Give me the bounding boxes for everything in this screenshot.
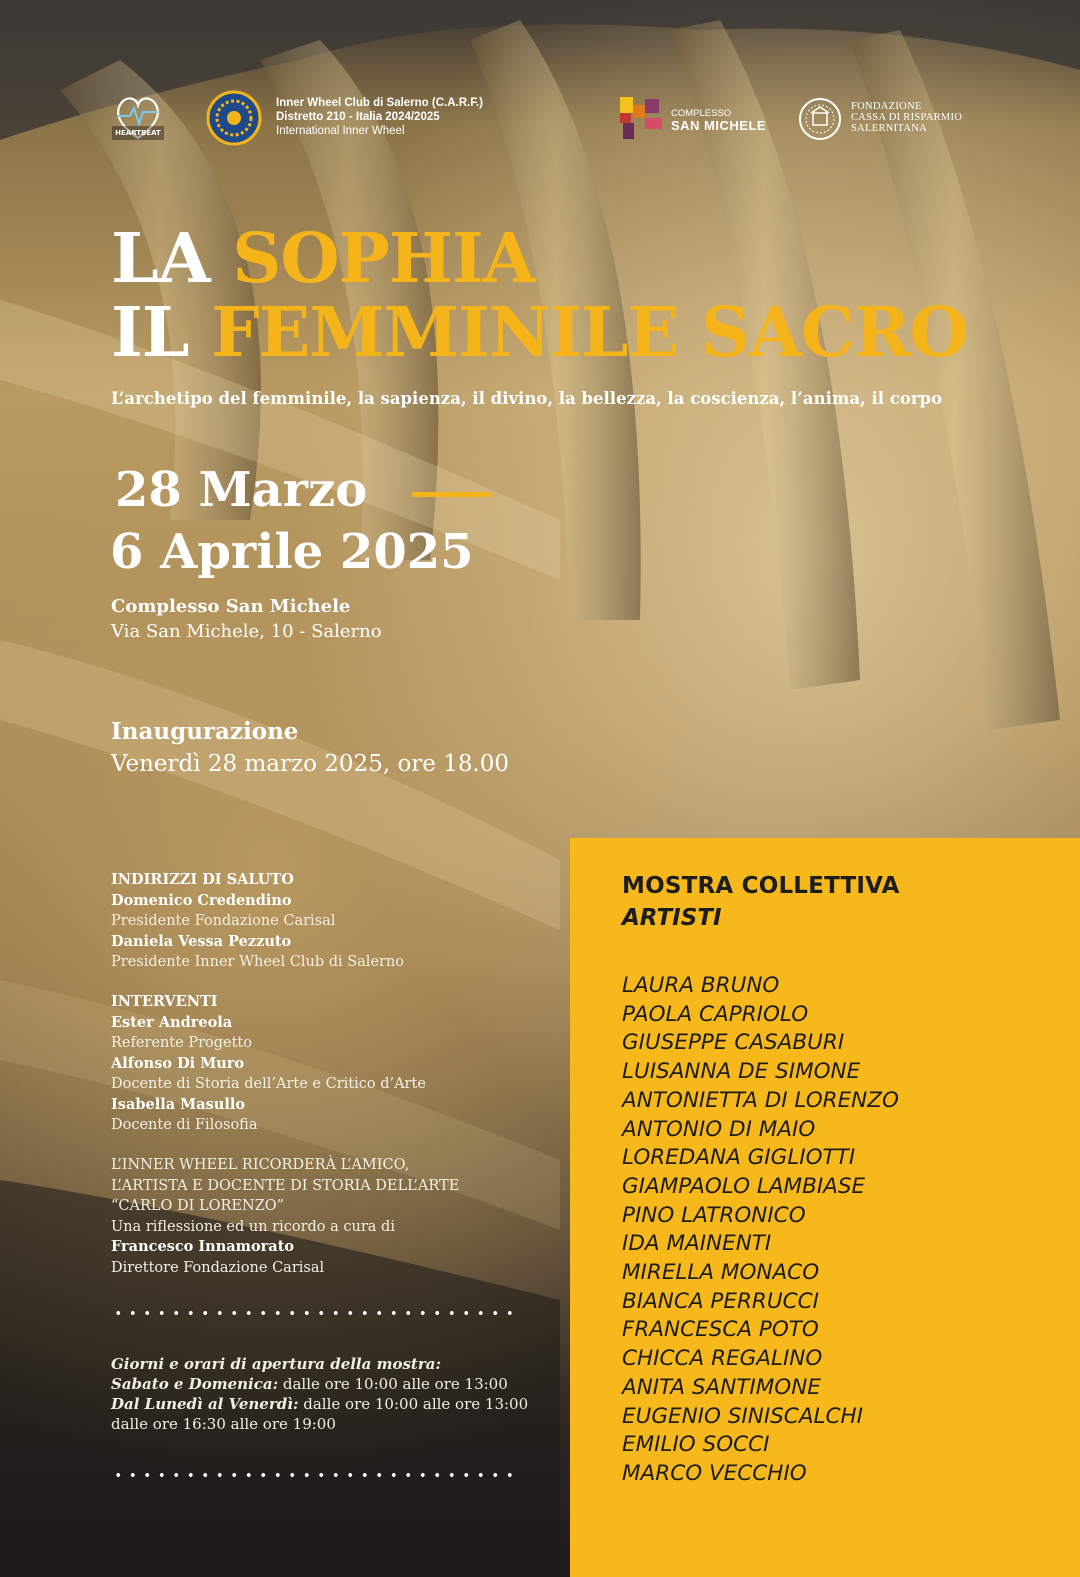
artist-name: EMILIO SOCCI	[622, 1432, 770, 1458]
artist-name: PAOLA CAPRIOLO	[622, 1001, 809, 1027]
artist-name: FRANCESCA POTO	[622, 1317, 819, 1343]
saluti-role: Presidente Fondazione Carisal	[111, 913, 336, 929]
mostra-subtitle: ARTISTI	[622, 905, 722, 931]
artist-name: IDA MAINENTI	[622, 1231, 772, 1257]
saluti-role: Presidente Inner Wheel Club di Salerno	[111, 954, 405, 970]
svg-text:HEARTBEAT: HEARTBEAT	[115, 129, 161, 137]
inauguration-when: Venerdì 28 marzo 2025, ore 18.00	[111, 751, 510, 777]
interventi-role: Docente di Storia dell’Arte e Critico d’Arte	[111, 1076, 426, 1092]
venue-name: Complesso San Michele	[111, 596, 351, 617]
artist-name: GIAMPAOLO LAMBIASE	[622, 1173, 866, 1199]
fondazione-seal-icon	[798, 97, 842, 141]
weekend-hours: dalle ore 10:00 alle ore 13:00	[278, 1375, 508, 1393]
inner-wheel-emblem-icon	[206, 90, 262, 146]
title-sophia: SOPHIA	[232, 219, 535, 299]
artist-name: ANTONIO DI MAIO	[622, 1116, 816, 1142]
artist-name: GIUSEPPE CASABURI	[622, 1030, 845, 1056]
ricordo-section	[111, 1155, 459, 1278]
ricordo-name: Francesco Innamorato	[111, 1238, 295, 1255]
inner-wheel-line3: International Inner Wheel	[276, 125, 405, 137]
title-femminile-sacro: FEMMINILE SACRO	[211, 293, 968, 373]
ricordo-line2: L’ARTISTA E DOCENTE DI STORIA DELL’ARTE	[111, 1177, 460, 1194]
interventi-role: Docente di Filosofia	[111, 1117, 258, 1133]
inner-wheel-line1: Inner Wheel Club di Salerno (C.A.R.F.)	[276, 97, 484, 109]
san-michele-line2: SAN MICHELE	[671, 118, 767, 133]
dotted-divider	[111, 1473, 521, 1477]
fondazione-text	[851, 101, 962, 134]
artist-name: ANITA SANTIMONE	[622, 1374, 821, 1400]
exhibition-subtitle: L’archetipo del femminile, la sapienza, il divino, la bellezza, la coscienza, l’anima, il corpo	[111, 389, 943, 408]
inauguration-title: Inaugurazione	[111, 718, 299, 745]
heartbeat-logo	[110, 88, 166, 144]
artist-name: LAURA BRUNO	[622, 973, 780, 998]
title-la: LA	[111, 219, 233, 299]
date-start: 28 Marzo	[115, 462, 368, 518]
interventi-heading: INTERVENTI	[111, 993, 218, 1010]
interventi-name: Ester Andreola	[111, 1013, 233, 1031]
san-michele-logo-icon	[620, 97, 664, 139]
fondazione-line2: CASSA DI RISPARMIO	[851, 112, 963, 123]
title-il: IL	[111, 293, 212, 373]
weekday-label: Dal Lunedì al Venerdì:	[111, 1395, 299, 1413]
artist-name: CHICCA REGALINO	[622, 1346, 823, 1372]
fondazione-line1: FONDAZIONE	[851, 101, 922, 112]
saluti-name: Domenico Credendino	[111, 891, 292, 909]
ricordo-line3: “CARLO DI LORENZO”	[111, 1198, 285, 1214]
hours-heading: Giorni e orari di apertura della mostra:	[111, 1355, 441, 1373]
opening-hours	[111, 1354, 528, 1434]
interventi-role: Referente Progetto	[111, 1035, 252, 1051]
ricordo-role: Direttore Fondazione Carisal	[111, 1259, 325, 1276]
saluti-section	[111, 870, 404, 973]
saluti-name: Daniela Vessa Pezzuto	[111, 932, 292, 950]
artist-name: EUGENIO SINISCALCHI	[622, 1403, 864, 1429]
interventi-section	[111, 992, 426, 1136]
san-michele-text	[671, 108, 766, 132]
artist-name: BIANCA PERRUCCI	[622, 1288, 819, 1314]
ricordo-line4: Una riflessione ed un ricordo a cura di	[111, 1218, 395, 1235]
ricordo-line1: L’INNER WHEEL RICORDERÀ L’AMICO,	[111, 1157, 410, 1173]
artist-name: ANTONIETTA DI LORENZO	[622, 1087, 899, 1113]
weekend-label: Sabato e Domenica:	[111, 1375, 279, 1393]
saluti-heading: INDIRIZZI DI SALUTO	[111, 871, 294, 888]
artist-name: MIRELLA MONACO	[622, 1260, 820, 1286]
artist-name: LUISANNA DE SIMONE	[622, 1059, 861, 1085]
fondazione-line3: SALERNITANA	[851, 123, 927, 134]
date-end: 6 Aprile 2025	[110, 524, 474, 580]
weekday-hours-afternoon: dalle ore 16:30 alle ore 19:00	[111, 1415, 336, 1433]
inner-wheel-text	[276, 96, 483, 138]
artist-name: PINO LATRONICO	[622, 1202, 806, 1228]
inner-wheel-line2: Distretto 210 - Italia 2024/2025	[276, 111, 440, 123]
mostra-title: MOSTRA COLLETTIVA	[622, 873, 900, 899]
date-dash	[412, 492, 492, 497]
artist-name: MARCO VECCHIO	[622, 1460, 807, 1486]
artist-name: LOREDANA GIGLIOTTI	[622, 1145, 856, 1171]
san-michele-line1: COMPLESSO	[671, 108, 732, 119]
interventi-name: Isabella Masullo	[111, 1095, 246, 1113]
interventi-name: Alfonso Di Muro	[111, 1054, 245, 1072]
venue-address: Via San Michele, 10 - Salerno	[111, 621, 382, 642]
dotted-divider	[111, 1311, 521, 1315]
artists-list	[622, 972, 899, 1489]
weekday-hours: dalle ore 10:00 alle ore 13:00	[298, 1395, 529, 1413]
exhibition-title	[111, 219, 968, 373]
